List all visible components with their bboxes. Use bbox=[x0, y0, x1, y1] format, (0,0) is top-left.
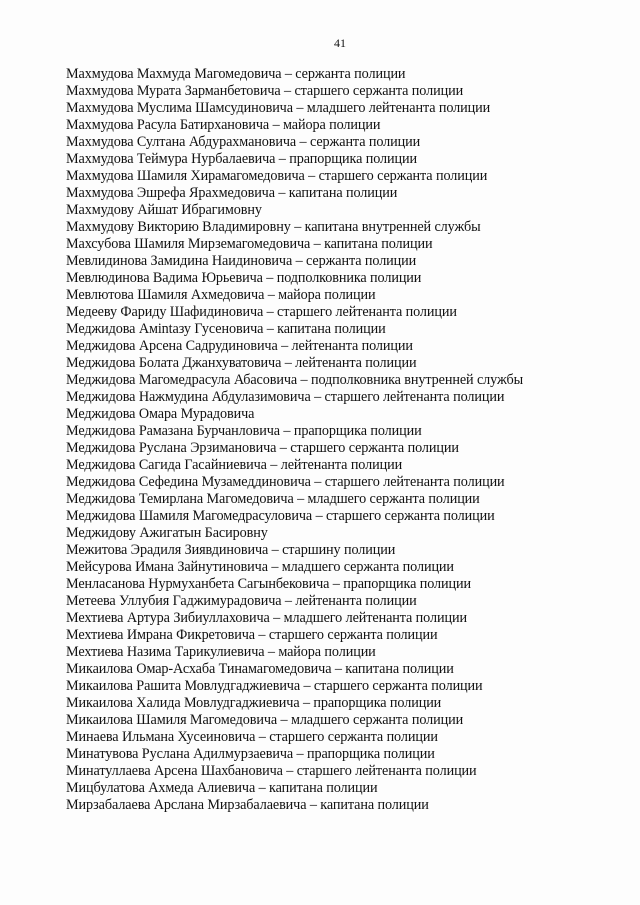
list-item: Мейсурова Имана Зайнутиновича – младшего сержанта полиции bbox=[66, 559, 454, 575]
list-item: Меджидова Рамазана Бурчанловича – прапорщика полиции bbox=[66, 423, 422, 439]
list-item: Меджидова Темирлана Магомедовича – младшего сержанта полиции bbox=[66, 491, 480, 507]
list-item: Меджидова Магомедрасула Абасовича – подполковника внутренней службы bbox=[66, 372, 524, 388]
list-item: Мицбулатова Ахмеда Алиевича – капитана полиции bbox=[66, 780, 378, 796]
list-item: Меджидова Амintазу Гусеновича – капитана полиции bbox=[66, 321, 386, 337]
list-item: Махмудова Махмуда Магомедовича – сержанта полиции bbox=[66, 66, 406, 82]
list-item: Мевлюдинова Вадима Юрьевича – подполковника полиции bbox=[66, 270, 422, 286]
name-list bbox=[66, 66, 626, 814]
list-item: Минатувова Руслана Адилмурзаевича – прапорщика полиции bbox=[66, 746, 435, 762]
list-item: Меджидова Сефедина Музамеддиновича – старшего лейтенанта полиции bbox=[66, 474, 505, 490]
list-item: Меджидова Арсена Садрудиновича – лейтенанта полиции bbox=[66, 338, 413, 354]
list-item: Меджидова Сагида Гасайниевича – лейтенанта полиции bbox=[66, 457, 403, 473]
list-item: Мевлидинова Замидина Наидиновича – сержанта полиции bbox=[66, 253, 417, 269]
list-item: Махмудова Шамиля Хирамагомедовича – старшего сержанта полиции bbox=[66, 168, 488, 184]
list-item: Махмудову Айшат Ибрагимовну bbox=[66, 202, 262, 218]
list-item: Минаева Ильмана Хусеиновича – старшего сержанта полиции bbox=[66, 729, 438, 745]
list-item: Метеева Уллубия Гаджимурадовича – лейтенанта полиции bbox=[66, 593, 417, 609]
list-item: Махмудова Мурата Зарманбетовича – старшего сержанта полиции bbox=[66, 83, 464, 99]
list-item: Межитова Эрадиля Зиявдиновича – старшину полиции bbox=[66, 542, 396, 558]
list-item: Микаилова Омар-Асхаба Тинамагомедовича – капитана полиции bbox=[66, 661, 454, 677]
list-item: Мирзабалаева Арслана Мирзабалаевича – капитана полиции bbox=[66, 797, 429, 813]
list-item: Микаилова Шамиля Магомедовича – младшего сержанта полиции bbox=[66, 712, 464, 728]
list-item: Махмудова Эшрефа Ярахмедовича – капитана полиции bbox=[66, 185, 398, 201]
list-item: Медееву Фариду Шафидиновича – старшего лейтенанта полиции bbox=[66, 304, 457, 320]
list-item: Микаилова Халида Мовлудгаджиевича – прапорщика полиции bbox=[66, 695, 442, 711]
list-item: Микаилова Рашита Мовлудгаджиевича – старшего сержанта полиции bbox=[66, 678, 483, 694]
list-item: Махмудова Султана Абдурахмановича – сержанта полиции bbox=[66, 134, 421, 150]
list-item: Меджидова Шамиля Магомедрасуловича – старшего сержанта полиции bbox=[66, 508, 495, 524]
list-item: Мехтиева Назима Тарикулиевича – майора полиции bbox=[66, 644, 376, 660]
list-item: Минатуллаева Арсена Шахбановича – старшего лейтенанта полиции bbox=[66, 763, 477, 779]
list-item: Махмудова Расула Батирхановича – майора полиции bbox=[66, 117, 381, 133]
list-item: Меджидова Омара Мурадовича bbox=[66, 406, 255, 422]
page-number: 41 bbox=[334, 36, 346, 50]
list-item: Мевлютова Шамиля Ахмедовича – майора полиции bbox=[66, 287, 376, 303]
list-item: Менласанова Нурмуханбета Сагынбековича – прапорщика полиции bbox=[66, 576, 472, 592]
list-item: Махмудова Теймура Нурбалаевича – прапорщика полиции bbox=[66, 151, 417, 167]
list-item: Махсубова Шамиля Мирземагомедовича – капитана полиции bbox=[66, 236, 433, 252]
list-item: Меджидову Ажигатын Басировну bbox=[66, 525, 268, 541]
list-item: Меджидова Руслана Эрзимановича – старшего сержанта полиции bbox=[66, 440, 459, 456]
list-item: Махмудову Викторию Владимировну – капитана внутренней службы bbox=[66, 219, 481, 235]
list-item: Мехтиева Артура Зибиуллаховича – младшего лейтенанта полиции bbox=[66, 610, 467, 626]
list-item: Меджидова Нажмудина Абдулазимовича – старшего лейтенанта полиции bbox=[66, 389, 505, 405]
list-item: Мехтиева Имрана Фикретовича – старшего сержанта полиции bbox=[66, 627, 438, 643]
list-item: Махмудова Муслима Шамсудиновича – младшего лейтенанта полиции bbox=[66, 100, 491, 116]
list-item: Меджидова Болата Джанхуватовича – лейтенанта полиции bbox=[66, 355, 417, 371]
